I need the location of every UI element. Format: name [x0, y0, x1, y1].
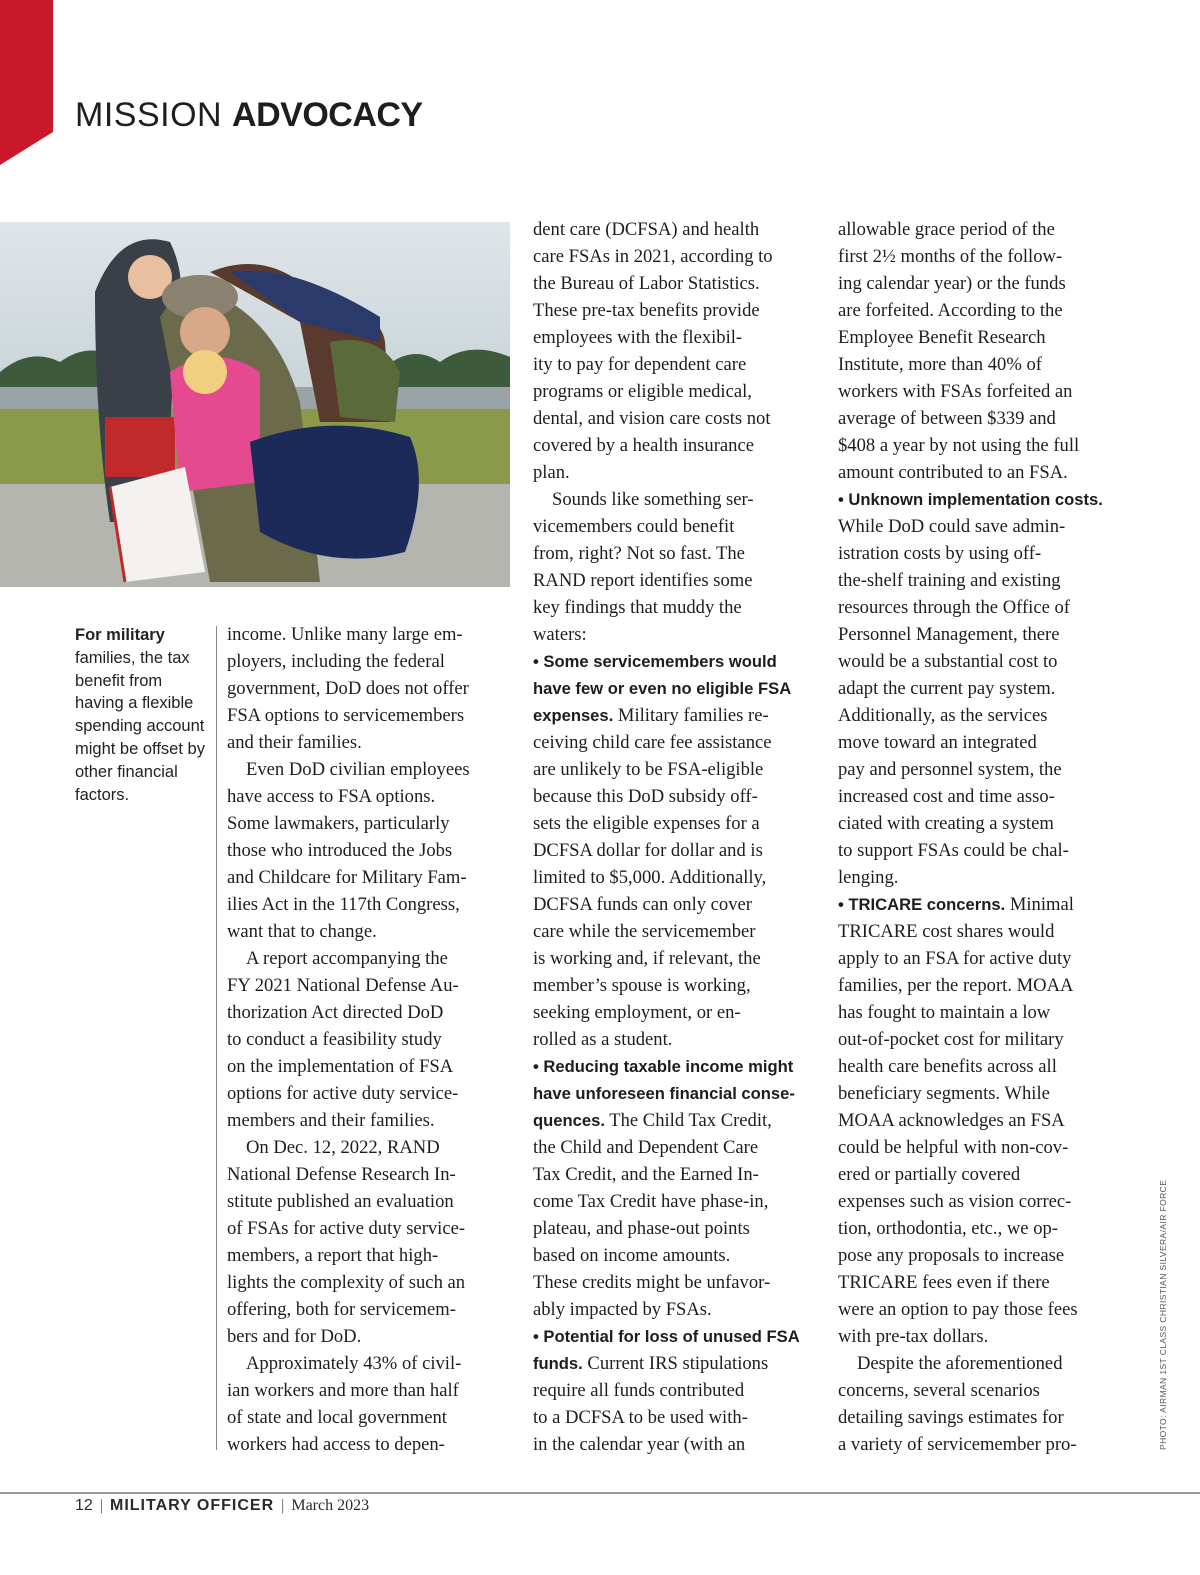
text-line: ian workers and more than half: [227, 1380, 459, 1401]
text-line: the Bureau of Labor Statistics.: [533, 273, 760, 294]
text-line: income. Unlike many large em-: [227, 624, 463, 645]
text-line: DCFSA dollar for dollar and is: [533, 840, 763, 861]
text-line: istration costs by using off-: [838, 543, 1042, 564]
article-column-3: [838, 216, 1123, 1458]
text-line: health care benefits across all: [838, 1056, 1057, 1077]
text-line: plateau, and phase-out points: [533, 1218, 750, 1239]
text-line: TRICARE cost shares would: [838, 921, 1055, 942]
text-line: want that to change.: [227, 921, 377, 942]
text-run: Current IRS stipulations: [582, 1353, 769, 1374]
bullet-heading-end: quences.: [533, 1111, 605, 1130]
section-header: [75, 96, 423, 135]
text-line: ilies Act in the 117th Congress,: [227, 894, 460, 915]
text-line: ployers, including the federal: [227, 651, 445, 672]
text-line: a variety of servicemember pro-: [838, 1434, 1077, 1455]
text-line: programs or eligible medical,: [533, 381, 752, 402]
text-line: rolled as a student.: [533, 1029, 673, 1050]
photo-credit: PHOTO: AIRMAN 1ST CLASS CHRISTIAN SILVERA/AIR FORCE: [1158, 1179, 1168, 1450]
text-line: detailing savings estimates for: [838, 1407, 1064, 1428]
text-line: dent care (DCFSA) and health: [533, 219, 760, 240]
text-line: [533, 702, 818, 729]
text-line: workers with FSAs forfeited an: [838, 381, 1073, 402]
text-line: were an option to pay those fees: [838, 1299, 1078, 1320]
text-line: expenses such as vision correc-: [838, 1191, 1072, 1212]
text-line: FY 2021 National Defense Au-: [227, 975, 459, 996]
text-line: Some lawmakers, particularly: [227, 813, 450, 834]
text-line: [533, 1350, 818, 1377]
text-line: vicemembers could benefit: [533, 516, 735, 537]
text-line: workers had access to depen-: [227, 1434, 445, 1455]
text-line: to conduct a feasibility study: [227, 1029, 442, 1050]
page-number: 12: [75, 1497, 93, 1514]
text-line: DCFSA funds can only cover: [533, 894, 752, 915]
text-line: lenging.: [838, 867, 899, 888]
text-line: tion, orthodontia, etc., we op-: [838, 1218, 1058, 1239]
text-line: based on income amounts.: [533, 1245, 731, 1266]
text-line: on the implementation of FSA: [227, 1056, 454, 1077]
article-column-2: [533, 216, 818, 1458]
magazine-name: MILITARY OFFICER: [110, 1497, 275, 1514]
text-line: could be helpful with non-cov-: [838, 1137, 1069, 1158]
text-line: Institute, more than 40% of: [838, 354, 1042, 375]
text-line: first 2½ months of the follow-: [838, 246, 1063, 267]
text-line: A report accompanying the: [246, 948, 448, 969]
text-line: Even DoD civilian employees: [246, 759, 470, 780]
article-photo: [0, 222, 510, 587]
text-run: Military families re-: [613, 705, 769, 726]
text-line: Despite the aforementioned: [857, 1353, 1063, 1374]
caption-body: families, the tax benefit from having a flexible spending account might be offset by other financial factors.: [75, 648, 205, 804]
text-line: Employee Benefit Research: [838, 327, 1046, 348]
text-line: pay and personnel system, the: [838, 759, 1062, 780]
caption-divider: [216, 626, 217, 1450]
text-line: adapt the current pay system.: [838, 678, 1056, 699]
photo-caption: [75, 624, 215, 806]
text-line: Personnel Management, there: [838, 624, 1060, 645]
text-run: The Child Tax Credit,: [604, 1110, 772, 1131]
text-line: Additionally, as the services: [838, 705, 1048, 726]
photo-family-embrace-illustration: [0, 222, 510, 587]
text-line: come Tax Credit have phase-in,: [533, 1191, 769, 1212]
text-line: have access to FSA options.: [227, 786, 436, 807]
text-line: of FSAs for active duty service-: [227, 1218, 466, 1239]
text-line: with pre-tax dollars.: [838, 1326, 989, 1347]
text-line: dental, and vision care costs not: [533, 408, 771, 429]
page-footer: [75, 1497, 369, 1515]
text-line: ably impacted by FSAs.: [533, 1299, 712, 1320]
text-line: care while the servicemember: [533, 921, 756, 942]
text-line: options for active duty service-: [227, 1083, 459, 1104]
bullet-heading: • Potential for loss of unused FSA: [533, 1327, 800, 1346]
text-line: employees with the flexibil-: [533, 327, 743, 348]
text-line: lights the complexity of such an: [227, 1272, 466, 1293]
text-line: of state and local government: [227, 1407, 447, 1428]
text-line: seeking employment, or en-: [533, 1002, 741, 1023]
text-run: Minimal: [1005, 894, 1074, 915]
text-line: TRICARE fees even if there: [838, 1272, 1050, 1293]
text-line: increased cost and time asso-: [838, 786, 1055, 807]
text-line: members, a report that high-: [227, 1245, 439, 1266]
text-line: require all funds contributed: [533, 1380, 745, 1401]
text-line: offering, both for servicemem-: [227, 1299, 456, 1320]
text-line: These credits might be unfavor-: [533, 1272, 771, 1293]
text-line: While DoD could save admin-: [838, 516, 1066, 537]
bullet-heading-end: expenses.: [533, 706, 614, 725]
text-line: move toward an integrated: [838, 732, 1037, 753]
text-line: ciated with creating a system: [838, 813, 1054, 834]
text-line: [838, 891, 1123, 918]
bullet-heading: have unforeseen financial conse-: [533, 1084, 795, 1103]
section-header-light: MISSION: [75, 96, 223, 134]
bullet-heading-end: funds.: [533, 1354, 583, 1373]
text-line: allowable grace period of the: [838, 219, 1055, 240]
text-line: average of between $339 and: [838, 408, 1056, 429]
text-line: sets the eligible expenses for a: [533, 813, 760, 834]
text-line: members and their families.: [227, 1110, 435, 1131]
text-line: resources through the Office of: [838, 597, 1070, 618]
text-line: because this DoD subsidy off-: [533, 786, 758, 807]
text-line: waters:: [533, 624, 587, 645]
footer-separator: |: [99, 1497, 103, 1514]
text-line: government, DoD does not offer: [227, 678, 469, 699]
text-line: These pre-tax benefits provide: [533, 300, 760, 321]
text-line: Sounds like something ser-: [552, 489, 754, 510]
footer-separator: |: [281, 1497, 285, 1514]
text-line: plan.: [533, 462, 570, 483]
text-line: Tax Credit, and the Earned In-: [533, 1164, 759, 1185]
text-line: bers and for DoD.: [227, 1326, 362, 1347]
text-line: [533, 1107, 818, 1134]
text-line: ered or partially covered: [838, 1164, 1021, 1185]
text-line: member’s spouse is working,: [533, 975, 751, 996]
bullet-heading: have few or even no eligible FSA: [533, 679, 792, 698]
text-line: is working and, if relevant, the: [533, 948, 761, 969]
bullet-heading: • TRICARE concerns.: [838, 895, 1006, 914]
text-line: those who introduced the Jobs: [227, 840, 453, 861]
text-line: are unlikely to be FSA-eligible: [533, 759, 764, 780]
text-line: MOAA acknowledges an FSA: [838, 1110, 1065, 1131]
caption-lead: For military: [75, 626, 165, 644]
text-line: limited to $5,000. Additionally,: [533, 867, 767, 888]
text-line: covered by a health insurance: [533, 435, 754, 456]
text-line: to support FSAs could be chal-: [838, 840, 1069, 861]
text-line: stitute published an evaluation: [227, 1191, 454, 1212]
text-line: beneficiary segments. While: [838, 1083, 1050, 1104]
text-line: amount contributed to an FSA.: [838, 462, 1068, 483]
text-line: ceiving child care fee assistance: [533, 732, 772, 753]
section-corner-flag: [0, 0, 53, 165]
text-line: and Childcare for Military Fam-: [227, 867, 467, 888]
text-line: the Child and Dependent Care: [533, 1137, 759, 1158]
bullet-heading: • Some servicemembers would: [533, 652, 777, 671]
text-line: $408 a year by not using the full: [838, 435, 1080, 456]
text-line: National Defense Research In-: [227, 1164, 456, 1185]
text-line: out-of-pocket cost for military: [838, 1029, 1064, 1050]
text-line: pose any proposals to increase: [838, 1245, 1065, 1266]
text-line: are forfeited. According to the: [838, 300, 1063, 321]
issue-date: March 2023: [291, 1497, 370, 1514]
text-line: RAND report identifies some: [533, 570, 753, 591]
text-line: key findings that muddy the: [533, 597, 742, 618]
text-line: the-shelf training and existing: [838, 570, 1061, 591]
text-line: ing calendar year) or the funds: [838, 273, 1066, 294]
text-line: families, per the report. MOAA: [838, 975, 1074, 996]
text-line: care FSAs in 2021, according to: [533, 246, 773, 267]
bullet-heading: • Unknown implementation costs.: [838, 490, 1103, 509]
text-line: FSA options to servicemembers: [227, 705, 465, 726]
article-column-1: [227, 621, 512, 1458]
text-line: has fought to maintain a low: [838, 1002, 1051, 1023]
text-line: from, right? Not so fast. The: [533, 543, 745, 564]
footer-divider: [0, 1492, 1200, 1494]
text-line: apply to an FSA for active duty: [838, 948, 1072, 969]
text-line: in the calendar year (with an: [533, 1434, 746, 1455]
text-line: ity to pay for dependent care: [533, 354, 747, 375]
section-header-bold: ADVOCACY: [232, 96, 423, 134]
text-line: concerns, several scenarios: [838, 1380, 1040, 1401]
text-line: Approximately 43% of civil-: [246, 1353, 462, 1374]
text-line: thorization Act directed DoD: [227, 1002, 444, 1023]
text-line: On Dec. 12, 2022, RAND: [246, 1137, 440, 1158]
text-line: and their families.: [227, 732, 362, 753]
text-line: would be a substantial cost to: [838, 651, 1058, 672]
bullet-heading: • Reducing taxable income might: [533, 1057, 794, 1076]
text-line: to a DCFSA to be used with-: [533, 1407, 748, 1428]
